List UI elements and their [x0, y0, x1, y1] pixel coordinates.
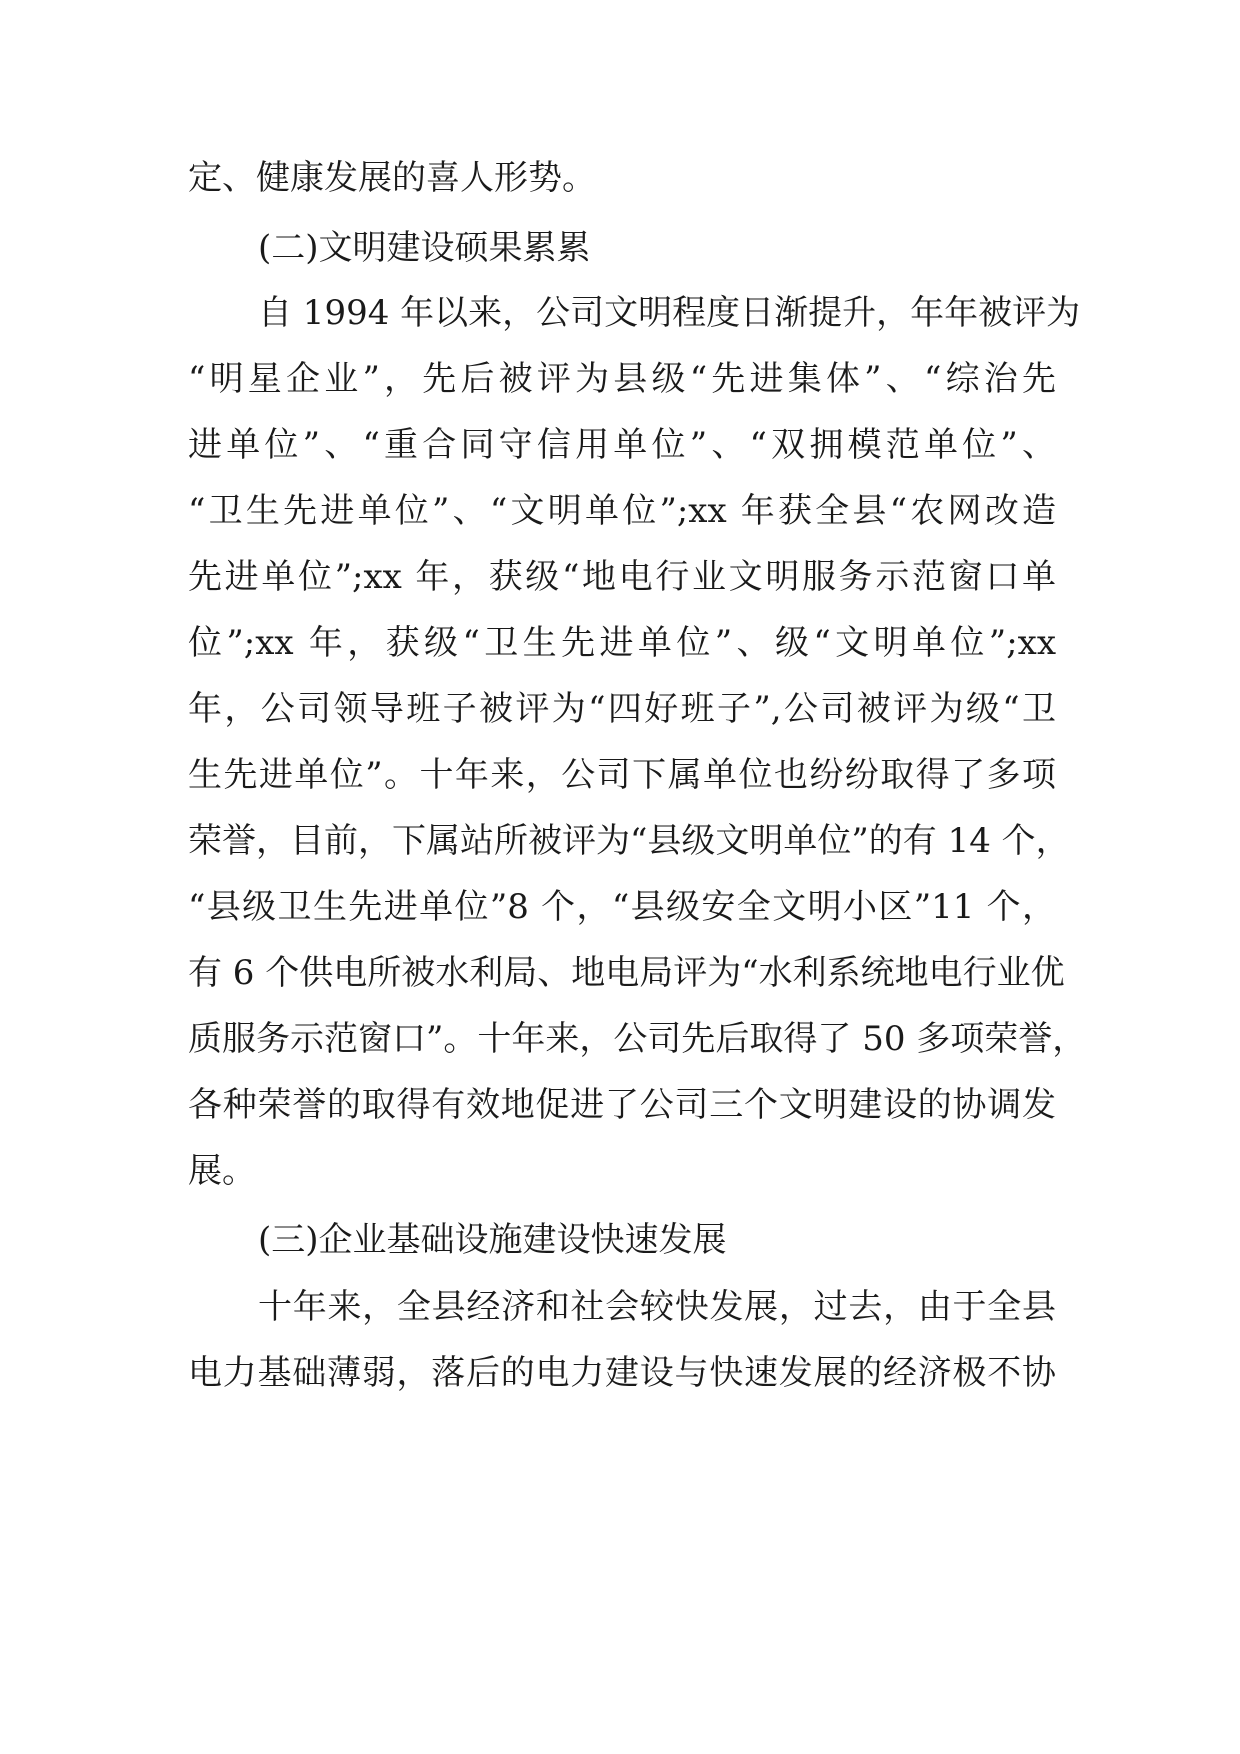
paragraph-line: 进单位”、“重合同守信用单位”、“双拥模范单位”、	[188, 425, 1056, 465]
paragraph-line: 质服务示范窗口”。十年来，公司先后取得了 50 多项荣誉，	[188, 1019, 1087, 1059]
paragraph-line: 先进单位”;xx 年，获级“地电行业文明服务示范窗口单	[188, 557, 1056, 597]
paragraph-line: 定、健康发展的喜人形势。	[188, 158, 596, 198]
paragraph-line: 各种荣誉的取得有效地促进了公司三个文明建设的协调发	[188, 1085, 1056, 1125]
section-heading-2: (二)文明建设硕果累累	[258, 228, 591, 268]
paragraph-line: 年，公司领导班子被评为“四好班子”,公司被评为级“卫	[188, 689, 1056, 729]
paragraph-line: 自 1994 年以来，公司文明程度日渐提升，年年被评为	[258, 293, 1081, 333]
paragraph-line: 十年来，全县经济和社会较快发展，过去，由于全县	[258, 1287, 1056, 1327]
paragraph-line: “卫生先进单位”、“文明单位”;xx 年获全县“农网改造	[188, 491, 1056, 531]
paragraph-line: 有 6 个供电所被水利局、地电局评为“水利系统地电行业优	[188, 953, 1065, 993]
paragraph-line: 荣誉，目前，下属站所被评为“县级文明单位”的有 14 个，	[188, 821, 1070, 861]
paragraph-line: 位”;xx 年，获级“卫生先进单位”、级“文明单位”;xx	[188, 623, 1056, 663]
paragraph-line: 展。	[188, 1151, 256, 1191]
paragraph-line: “县级卫生先进单位”8 个，“县级安全文明小区”11 个，	[188, 887, 1056, 927]
paragraph-line: “明星企业”，先后被评为县级“先进集体”、“综治先	[188, 359, 1056, 399]
paragraph-line: 生先进单位”。十年来，公司下属单位也纷纷取得了多项	[188, 755, 1056, 795]
section-heading-3: (三)企业基础设施建设快速发展	[258, 1220, 727, 1260]
paragraph-line: 电力基础薄弱，落后的电力建设与快速发展的经济极不协	[188, 1353, 1056, 1393]
